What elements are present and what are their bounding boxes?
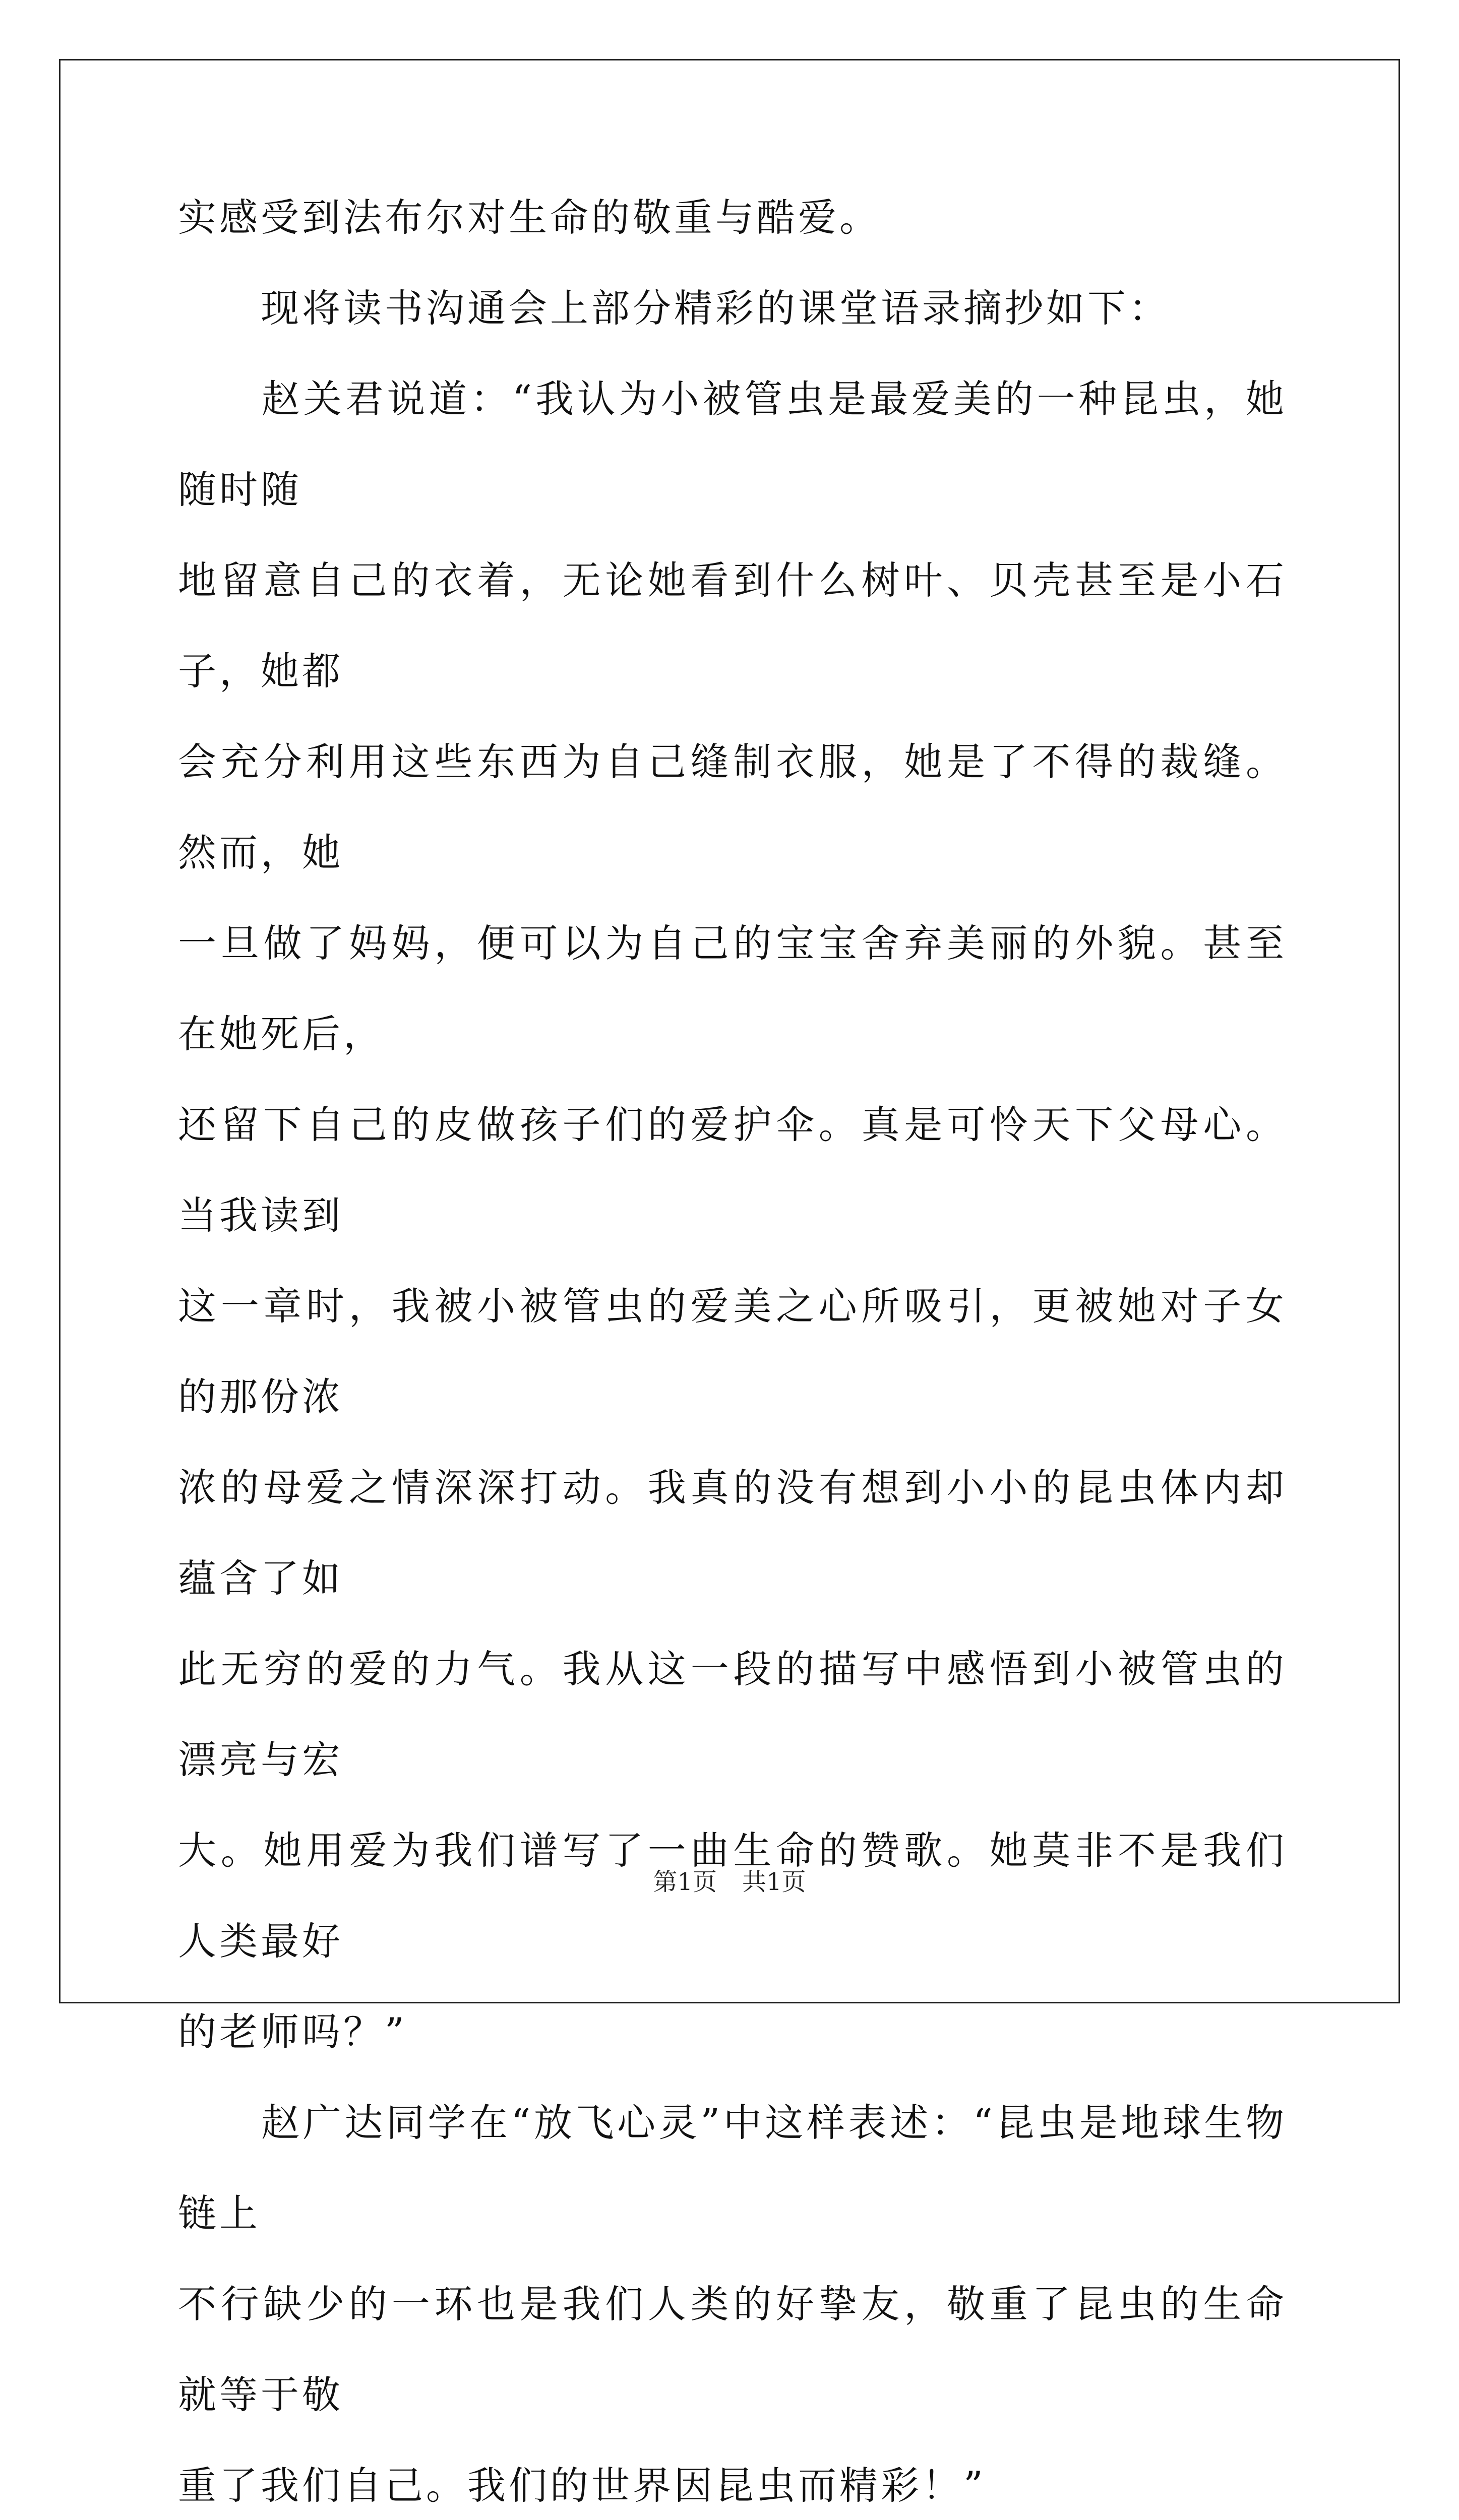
- text-line: 赵关君说道：“我认为小被管虫是最爱美的一种昆虫，她随时随: [178, 376, 1287, 512]
- text-line: 现将读书沟通会上部分精彩的课堂语录摘抄如下：: [178, 286, 1170, 331]
- document-body: [178, 172, 1287, 2520]
- page-total: 共1页: [742, 1868, 806, 1896]
- page-number: 第1页: [653, 1868, 717, 1896]
- text-line: 此无穷的爱的力气。我从这一段的描写中感悟到小被管虫的漂亮与宏: [178, 1647, 1287, 1782]
- page-footer: [0, 1867, 1459, 1897]
- text-line: 的老师吗？”: [178, 2009, 407, 2054]
- text-line: 浓的母爱之情深深打动。我真的没有想到小小的昆虫体内却蕴含了如: [178, 1465, 1287, 1601]
- text-line: 地留意自己的衣着，无论她看到什么树叶、贝壳甚至是小石子，她都: [178, 558, 1287, 694]
- text-line: 实感受到法布尔对生命的敬重与酷爱。: [178, 195, 881, 240]
- text-line: 不行缺少的一环也是我们人类的好挚友，敬重了昆虫的生命就等于敬: [178, 2282, 1287, 2417]
- text-line: 重了我们自己。我们的世界因昆虫而精彩！”: [178, 2463, 986, 2508]
- text-line: 这一章时，我被小被管虫的爱美之心所吸引，更被她对子女的那份浓: [178, 1284, 1287, 1419]
- text-line: 还留下自己的皮做孩子们的爱护伞。真是可怜天下父母心。当我读到: [178, 1102, 1287, 1238]
- text-line: 一旦做了妈妈，便可以为自己的宝宝舍弃美丽的外貌。甚至在她死后，: [178, 921, 1287, 1056]
- text-line: 赵广达同学在“放飞心灵”中这样表述：“昆虫是地球生物链上: [178, 2100, 1287, 2236]
- text-line: 大。她用爱为我们谱写了一曲生命的赞歌。她莫非不是我们人类最好: [178, 1828, 1287, 1964]
- text-line: 会充分利用这些东西为自己缝制衣服，她是了不得的裁缝。然而，她: [178, 739, 1287, 875]
